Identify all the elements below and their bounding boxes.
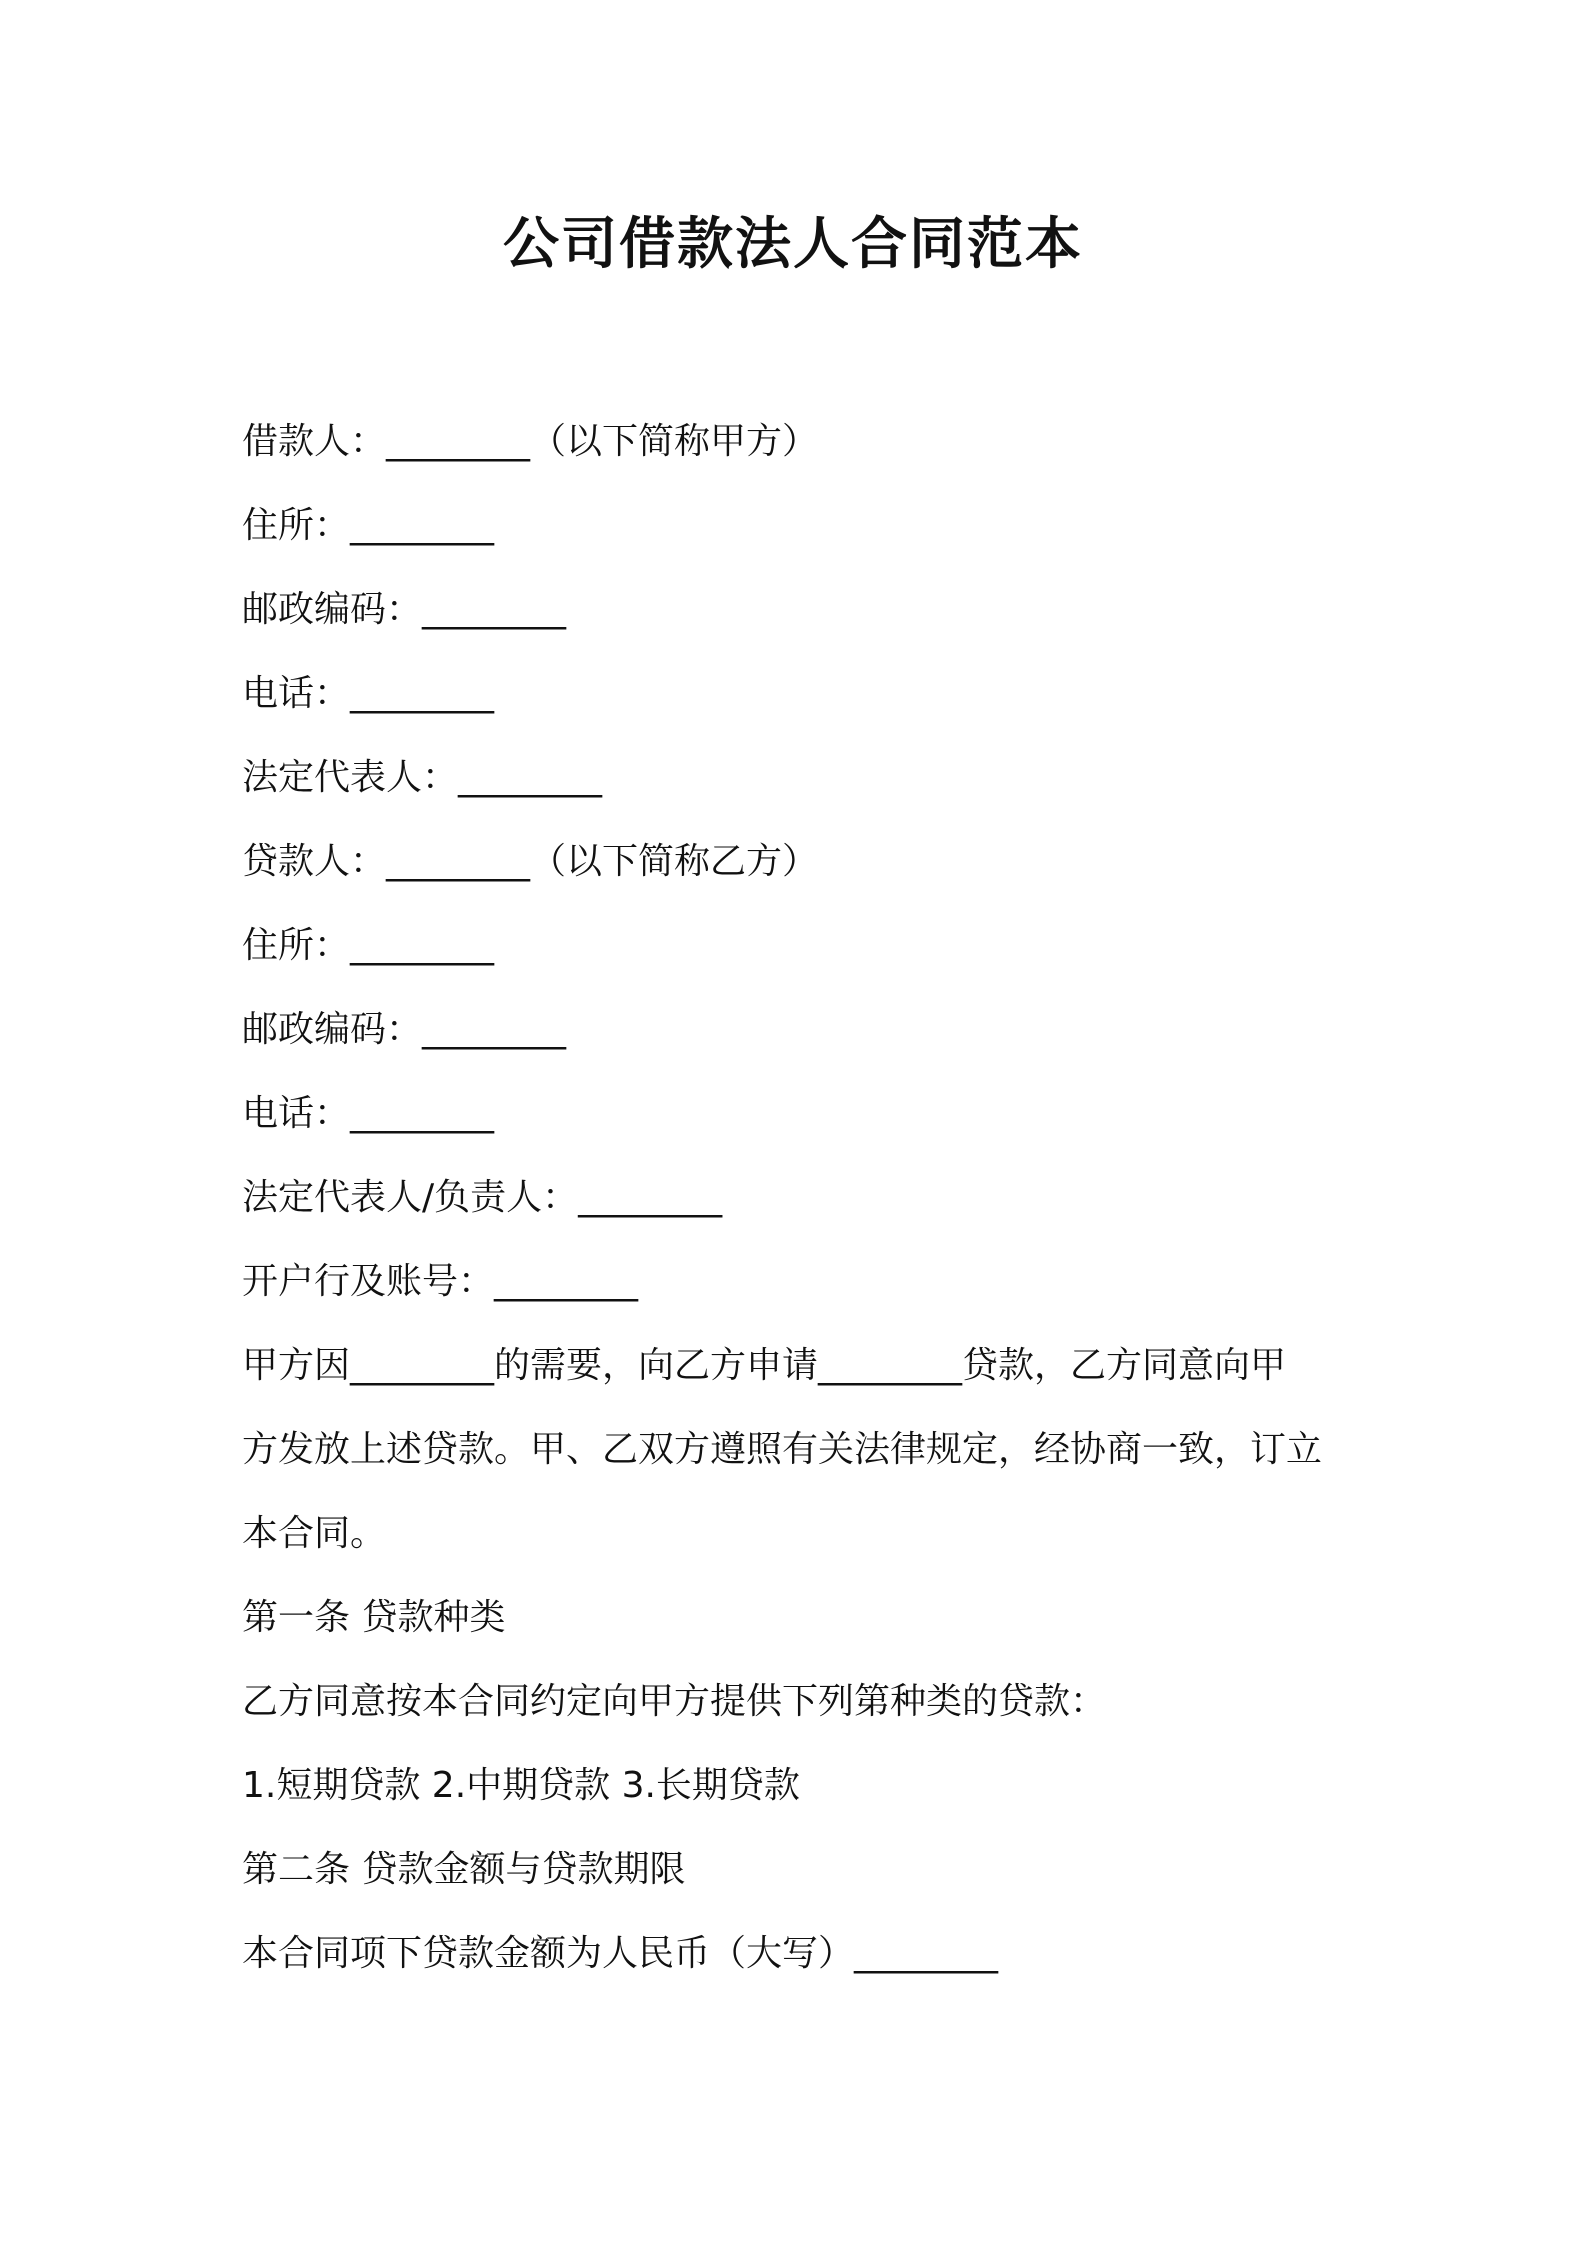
loan-amount-line: 本合同项下贷款金额为人民币（大写）________: [242, 1933, 999, 1974]
lender-phone-line: 电话：________: [242, 1093, 495, 1134]
borrower-legal-representative-line: 法定代表人：________: [242, 757, 603, 798]
article-1-heading: 第一条 贷款种类: [242, 1597, 506, 1638]
borrower-address-line: 住所：________: [242, 505, 495, 546]
lender-line: 贷款人：________（以下简称乙方）: [242, 841, 819, 882]
lender-representative-line: 法定代表人/负责人：________: [242, 1177, 723, 1218]
lender-postcode-line: 邮政编码：________: [242, 1009, 567, 1050]
borrower-line: 借款人：________（以下简称甲方）: [242, 421, 819, 462]
borrower-phone-line: 电话：________: [242, 673, 495, 714]
preamble-line-1: 甲方因________的需要，向乙方申请________贷款，乙方同意向甲: [242, 1345, 1287, 1386]
preamble-line-2: 方发放上述贷款。甲、乙双方遵照有关法律规定，经协商一致，订立: [242, 1429, 1323, 1470]
document-body: [242, 400, 1362, 1996]
document-title: 公司借款法人合同范本: [503, 212, 1083, 277]
article-2-heading: 第二条 贷款金额与贷款期限: [242, 1849, 686, 1890]
borrower-postcode-line: 邮政编码：________: [242, 589, 567, 630]
lender-address-line: 住所：________: [242, 925, 495, 966]
loan-types-line: 1.短期贷款 2.中期贷款 3.长期贷款: [242, 1765, 800, 1806]
bank-account-line: 开户行及账号：________: [242, 1261, 639, 1302]
article-1-text: 乙方同意按本合同约定向甲方提供下列第种类的贷款：: [242, 1681, 1107, 1722]
preamble-line-3: 本合同。: [242, 1513, 387, 1554]
